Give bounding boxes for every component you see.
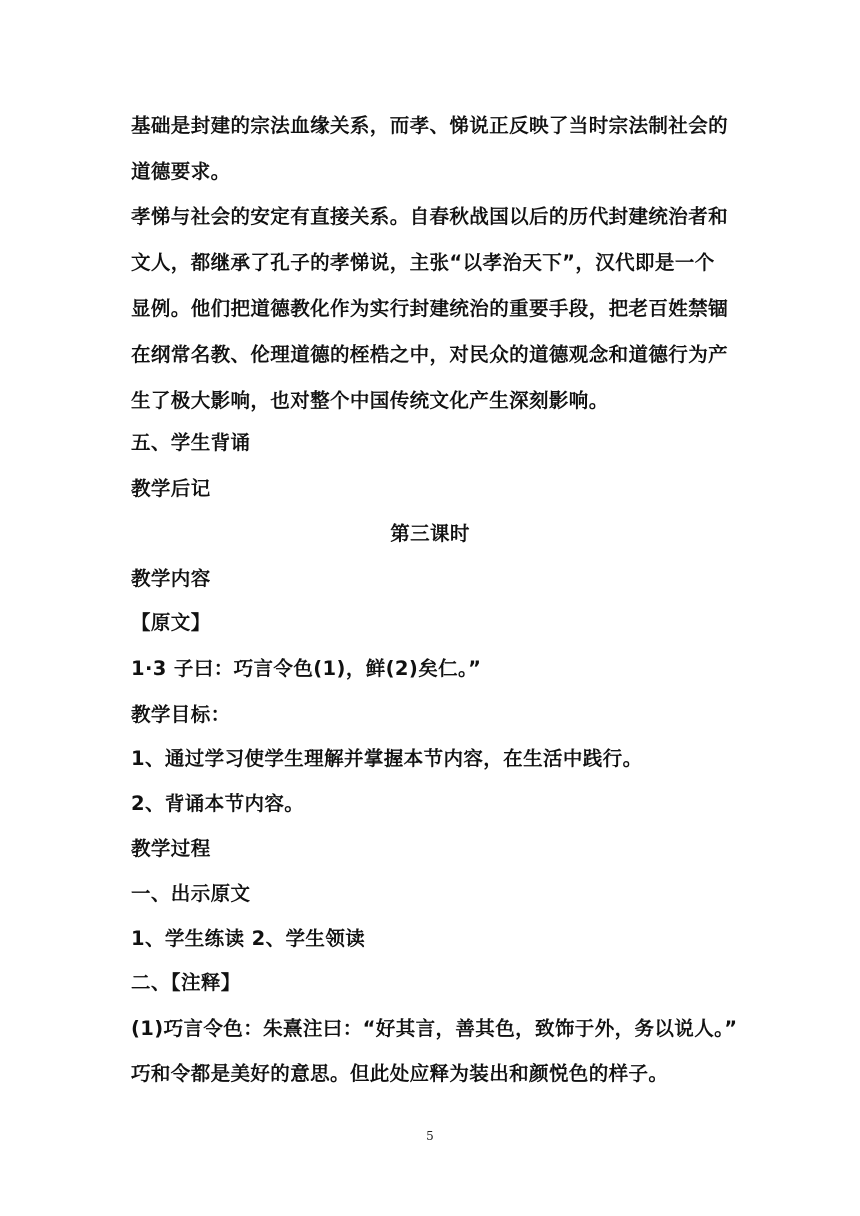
section-heading: 五、学生背诵 — [131, 431, 251, 454]
page-number: 5 — [426, 1129, 434, 1143]
paragraph-line: 基础是封建的宗法血缘关系，而孝、悌说正反映了当时宗法制社会的 — [131, 114, 729, 137]
annotation-line: 巧和令都是美好的意思。但此处应释为装出和颜悦色的样子。 — [131, 1062, 669, 1085]
original-text-line: 1·3 子曰：巧言令色(1)，鲜(2)矣仁。” — [131, 657, 482, 680]
paragraph-line: 文人，都继承了孔子的孝悌说，主张“以孝治天下”，汉代即是一个 — [131, 251, 715, 274]
paragraph-line: 显例。他们把道德教化作为实行封建统治的重要手段，把老百姓禁锢 — [131, 297, 729, 320]
section-heading: 【原文】 — [131, 611, 211, 634]
section-heading: 教学目标： — [131, 703, 231, 726]
section-heading: 一、出示原文 — [131, 882, 251, 905]
paragraph-line: 在纲常名教、伦理道德的桎梏之中，对民众的道德观念和道德行为产 — [131, 343, 729, 366]
section-heading: 二、【注释】 — [131, 971, 241, 994]
list-item: 1、学生练读 2、学生领读 — [131, 927, 366, 950]
annotation-line: (1)巧言令色：朱熹注曰：“好其言，善其色，致饰于外，务以说人。” — [131, 1017, 738, 1040]
section-heading: 教学后记 — [131, 477, 211, 500]
list-item: 1、通过学习使学生理解并掌握本节内容，在生活中践行。 — [131, 747, 643, 770]
list-item: 2、背诵本节内容。 — [131, 792, 305, 815]
lesson-title: 第三课时 — [390, 522, 470, 545]
paragraph-line: 道德要求。 — [131, 160, 231, 183]
paragraph-line: 生了极大影响，也对整个中国传统文化产生深刻影响。 — [131, 389, 609, 412]
paragraph-line: 孝悌与社会的安定有直接关系。自春秋战国以后的历代封建统治者和 — [131, 205, 729, 228]
section-heading: 教学过程 — [131, 837, 211, 860]
section-heading: 教学内容 — [131, 567, 211, 590]
